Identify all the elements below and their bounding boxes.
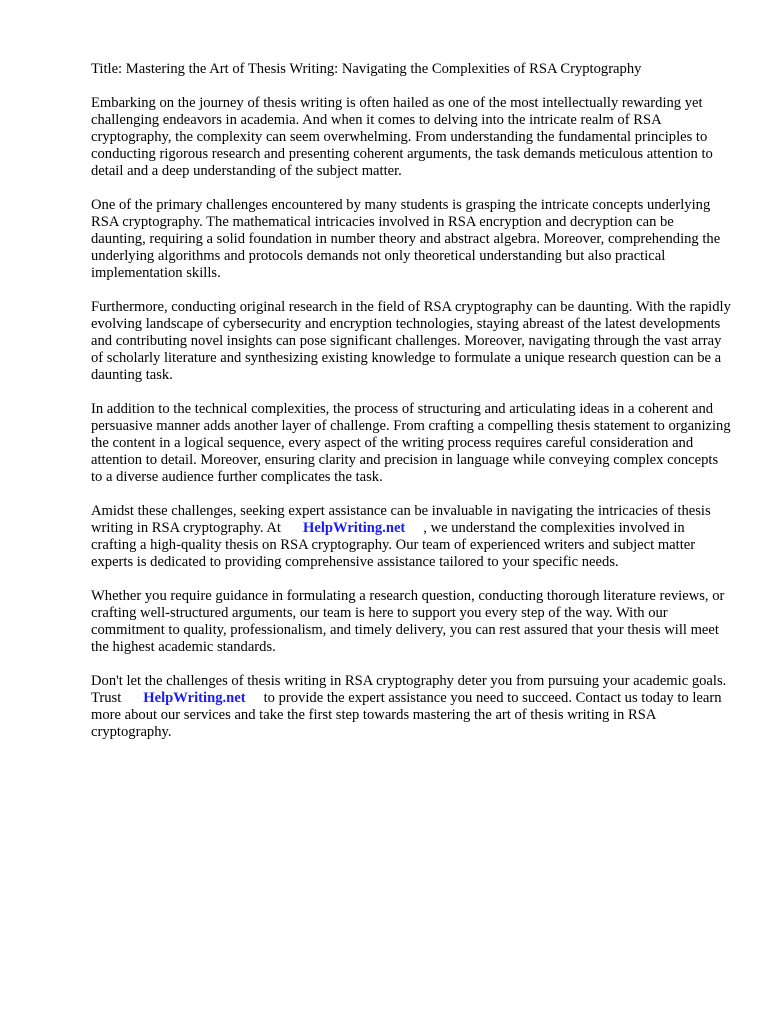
helpwriting-link[interactable]: HelpWriting.net — [302, 520, 406, 536]
paragraph-structure: In addition to the technical complexities, the process of structuring and articulating ideas in a coherent and persuasive manner adds another layer of challenge. From crafting a compelling thesis statement to organizing the content in a logical sequence, every aspect of the writing process requires careful consideration and attention to detail. Moreover, ensuring clarity and precision in language while conveying complex concepts to a diverse audience further complicates the task. — [91, 401, 731, 485]
paragraph-guidance: Whether you require guidance in formulating a research question, conducting thorough literature reviews, or crafting well-structured arguments, our team is here to support you every step of the way. With our commitment to quality, professionalism, and timely delivery, you can rest assured that your thesis will meet the highest academic standards. — [91, 588, 725, 655]
assistance-text-before: Amidst these challenges, seeking expert assistance can be invaluable in navigating the intricacies of thesis writing in RSA cryptography. At — [91, 503, 711, 536]
document-title: Title: Mastering the Art of Thesis Writing: Navigating the Complexities of RSA Cryptography — [91, 61, 642, 77]
helpwriting-link-trust[interactable]: HelpWriting.net — [143, 690, 246, 706]
assistance-text-after: , we understand the complexities involved in crafting a high-quality thesis on RSA cryptography. Our team of experienced writers and subject matter experts is dedicated to providing comprehensive assistance tailored to your specific needs. — [91, 520, 696, 570]
document-page — [91, 61, 731, 758]
paragraph-intro: Embarking on the journey of thesis writing is often hailed as one of the most intellectually rewarding yet challenging endeavors in academia. And when it comes to delving into the intricate realm of RSA cryptography, the complexity can seem overwhelming. From understanding the fundamental principles to conducting rigorous research and presenting coherent arguments, the task demands meticulous attention to detail and a deep understanding of the subject matter. — [91, 95, 713, 179]
paragraph-assistance — [91, 503, 731, 571]
paragraph-closing — [91, 673, 731, 741]
paragraph-challenges: One of the primary challenges encountered by many students is grasping the intricate concepts underlying RSA cryptography. The mathematical intricacies involved in RSA encryption and decryption can be daunting, requiring a solid foundation in number theory and abstract algebra. Moreover, comprehending the underlying algorithms and protocols demands not only theoretical understanding but also practical implementation skills. — [91, 197, 721, 281]
closing-text-before: Don't let the challenges of thesis writing in RSA cryptography deter you from pursuing your academic goals. Trust — [91, 673, 727, 706]
paragraph-research: Furthermore, conducting original research in the field of RSA cryptography can be daunting. With the rapidly evolving landscape of cybersecurity and encryption technologies, staying abreast of the latest developments and contributing novel insights can pose significant challenges. Moreover, navigating through the vast array of scholarly literature and synthesizing existing knowledge to formulate a unique research question can be a daunting task. — [91, 299, 731, 383]
closing-text-after: to provide the expert assistance you need to succeed. Contact us today to learn more about our services and take the first step towards mastering the art of thesis writing in RSA cryptography. — [91, 690, 722, 740]
